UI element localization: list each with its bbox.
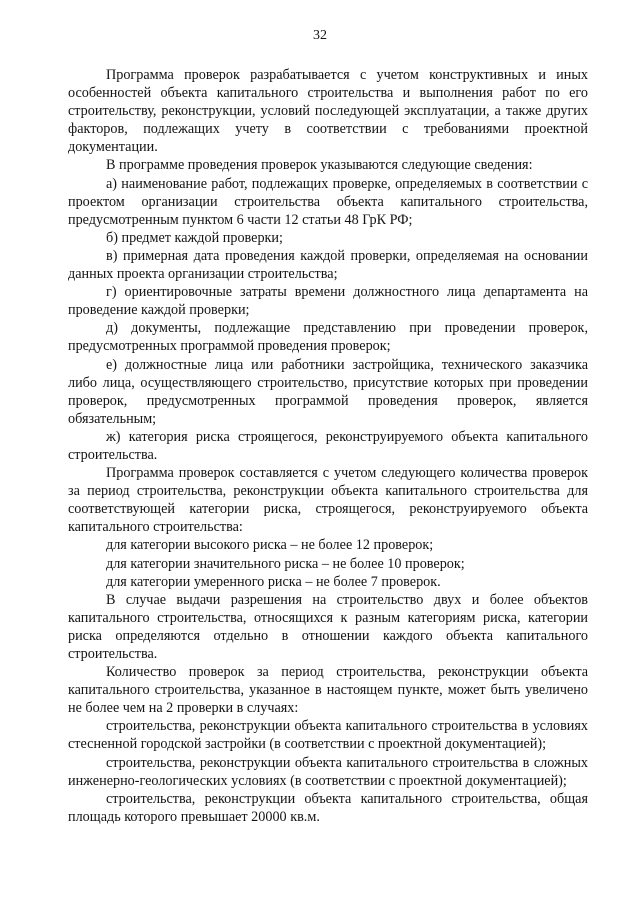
paragraph-info-list-intro: В программе проведения проверок указываются следующие сведения: xyxy=(106,157,533,174)
list-item-e: е) должностные лица или работники застройщика, технического заказчика либо лица, осуществляющего строительство, присутствие которых при проведении проверок, предусмотренных программой проведения проверок, является обязательным; xyxy=(68,356,588,427)
case-item-dense-development: строительства, реконструкции объекта капитального строительства в условиях стесненной городской застройки (в соответствии с проектной документацией); xyxy=(68,718,588,753)
paragraph-inspection-count: Программа проверок составляется с учетом следующего количества проверок за период строительства, реконструкции объекта капитального строительства для соответствующей категории риска, строящегося, реконструируемого объекта капитального строительства: xyxy=(68,465,588,536)
paragraph-multiple-objects: В случае выдачи разрешения на строительство двух и более объектов капитального строительства, относящихся к разным категориям риска, категории риска определяются отдельно в отношении каждого объекта капитального строительства. xyxy=(68,591,588,662)
paragraph-program-intro: Программа проверок разрабатывается с учетом конструктивных и иных особенностей объекта капитального строительства и выполнения работ по его строительству, реконструкции, условий последующей эксплуатации, а также других факторов, подлежащих учету в соответствии с требованиями проектной документации. xyxy=(68,67,588,156)
risk-item-significant: для категории значительного риска – не более 10 проверок; xyxy=(106,555,465,572)
case-item-complex-geology: строительства, реконструкции объекта капитального строительства в сложных инженерно-геологических условиях (в соответствии с проектной документацией); xyxy=(68,754,588,789)
case-item-large-area: строительства, реконструкции объекта капитального строительства, общая площадь которого превышает 20000 кв.м. xyxy=(68,790,588,825)
paragraph-count-increase: Количество проверок за период строительства, реконструкции объекта капитального строительства, указанное в настоящем пункте, может быть увеличено не более чем на 2 проверки в случаях: xyxy=(68,664,588,717)
list-item-d: д) документы, подлежащие представлению при проведении проверок, предусмотренных программой проведения проверок; xyxy=(68,320,588,355)
list-item-zh: ж) категория риска строящегося, реконструируемого объекта капитального строительства. xyxy=(68,428,588,463)
risk-item-moderate: для категории умеренного риска – не более 7 проверок. xyxy=(106,573,441,590)
list-item-v: в) примерная дата проведения каждой проверки, определяемая на основании данных проекта организации строительства; xyxy=(68,247,588,283)
list-item-a: а) наименование работ, подлежащих проверке, определяемых в соответствии с проектом организации строительства объекта капитального строительства, предусмотренным пунктом 6 части 12 статьи 48 ГрК РФ; xyxy=(68,175,588,228)
list-item-b: б) предмет каждой проверки; xyxy=(106,229,283,246)
risk-item-high: для категории высокого риска – не более 12 проверок; xyxy=(106,537,434,554)
list-item-g: г) ориентировочные затраты времени должностного лица департамента на проведение каждой проверки; xyxy=(68,284,588,319)
page-number: 32 xyxy=(313,28,327,43)
document-body xyxy=(68,66,588,826)
